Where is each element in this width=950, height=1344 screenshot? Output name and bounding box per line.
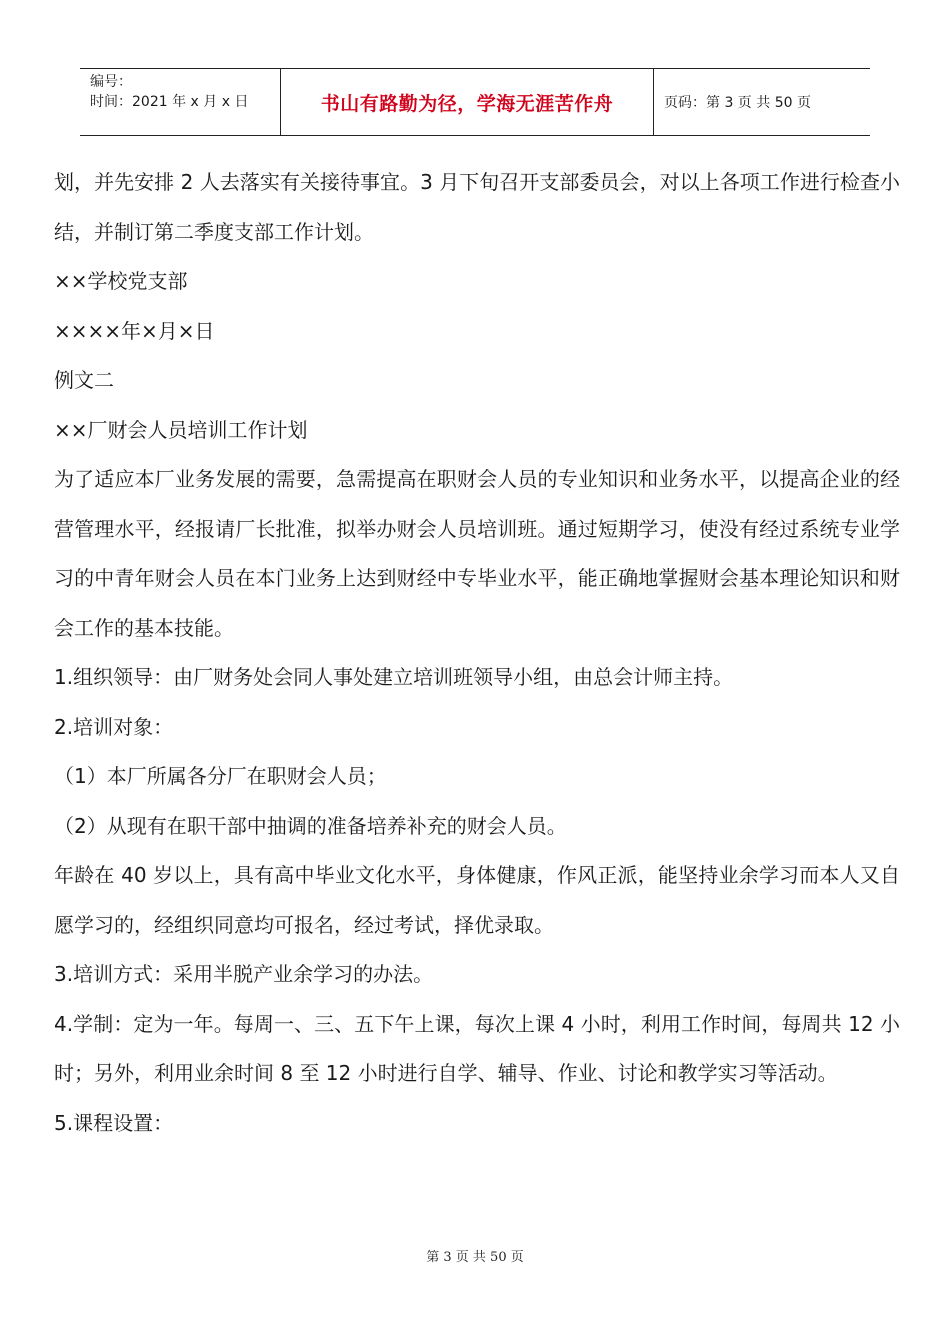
- sub-list-item: （2）从现有在职干部中抽调的准备培养补充的财会人员。: [54, 813, 567, 838]
- section-heading: 例文二: [54, 368, 114, 392]
- header-page-info: 页码：第 3 页 共 50 页: [664, 95, 811, 111]
- signature-date: ××××年×月×日: [54, 318, 215, 343]
- list-item: 5.课程设置：: [54, 1110, 174, 1135]
- sub-list-item: （1）本厂所属各分厂在职财会人员；: [54, 764, 387, 788]
- list-item: 2.培训对象：: [54, 714, 174, 739]
- document-header: [80, 68, 870, 136]
- document-body: [54, 158, 900, 1148]
- list-item: 1.组织领导：由厂财务处会同人事处建立培训班领导小组，由总会计师主持。: [54, 665, 734, 689]
- list-item: 3.培训方式：采用半脱产业余学习的办法。: [54, 962, 434, 986]
- body-paragraph: 为了适应本厂业务发展的需要，急需提高在职财会人员的专业知识和业务水平，以提高企业的经营管理水平，经报请厂长批准，拟举办财会人员培训班。通过短期学习，使没有经过系统专业学习的中青年财会人员在本门业务上达到财经中专毕业水平，能正确地掌握财会基本理论知识和财会工作的基本技能。: [54, 467, 900, 640]
- document-time-label: 时间：2021 年 x 月 x 日: [90, 94, 249, 110]
- document-number-label: 编号：: [90, 74, 132, 90]
- document-title: ××厂财会人员培训工作计划: [54, 417, 308, 442]
- body-paragraph: 年龄在 40 岁以上，具有高中毕业文化水平，身体健康，作风正派，能坚持业余学习而本人又自愿学习的，经组织同意均可报名，经过考试，择优录取。: [54, 863, 900, 937]
- page-footer: 第 3 页 共 50 页: [426, 1250, 524, 1265]
- signature-org: ××学校党支部: [54, 269, 188, 293]
- list-item: 4.学制：定为一年。每周一、三、五下午上课，每次上课 4 小时，利用工作时间，每周共 12 小时；另外，利用业余时间 8 至 12 小时进行自学、辅导、作业、讨论和教学实习等活动。: [54, 1011, 900, 1085]
- header-motto: 书山有路勤为径，学海无涯苦作舟: [281, 69, 654, 135]
- body-paragraph: 划，并先安排 2 人去落实有关接待事宜。3 月下旬召开支部委员会，对以上各项工作进行检查小结，并制订第二季度支部工作计划。: [54, 170, 900, 244]
- header-meta-cell: [80, 69, 281, 135]
